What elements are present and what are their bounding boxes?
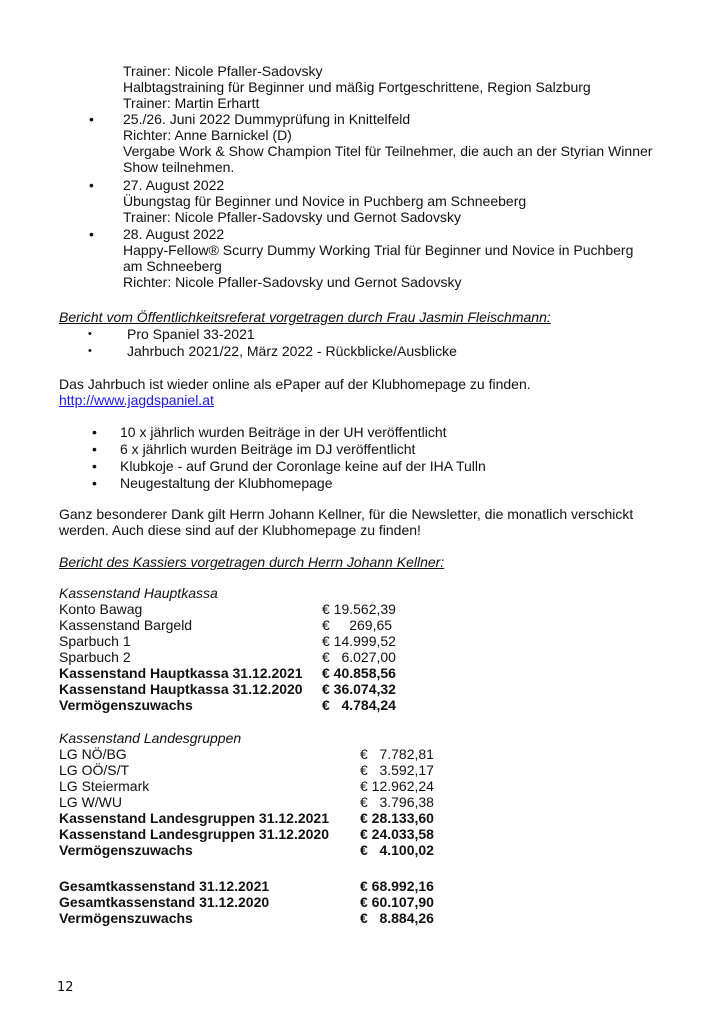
bullet-icon: •: [88, 328, 92, 340]
ledger-amount: € 60.107,90: [360, 894, 434, 910]
bullet-icon: •: [92, 441, 97, 457]
ledger-label: Kassenstand Hauptkassa 31.12.2020: [59, 681, 303, 697]
page-number: 12: [57, 980, 74, 995]
ledger-amount: € 12.962,24: [360, 778, 434, 794]
event-line: Trainer: Nicole Pfaller-Sadovsky: [123, 63, 323, 79]
ledger-label: Vermögenszuwachs: [59, 697, 193, 713]
bullet-icon: •: [88, 345, 92, 357]
ledger-label: Kassenstand Hauptkassa 31.12.2021: [59, 665, 303, 681]
event-line: 27. August 2022: [123, 177, 225, 193]
yearbook-paragraph: Das Jahrbuch ist wieder online als ePaper auf der Klubhomepage zu finden.: [59, 376, 531, 392]
treasurer-heading: Bericht des Kassiers vorgetragen durch Herrn Johann Kellner:: [59, 554, 445, 570]
ledger-amount: € 4.100,02: [360, 842, 434, 858]
pr-bullet: Neugestaltung der Klubhomepage: [120, 475, 333, 491]
bullet-icon: •: [92, 424, 97, 440]
bullet-icon: •: [92, 475, 97, 491]
thanks-paragraph: werden. Auch diese sind auf der Klubhomepage zu finden!: [59, 522, 421, 538]
ledger-label: Sparbuch 2: [59, 649, 131, 665]
main-cash-title: Kassenstand Hauptkassa: [59, 585, 218, 601]
ledger-amount: € 28.133,60: [360, 810, 434, 826]
ledger-amount: € 7.782,81: [360, 746, 434, 762]
pr-bullet: Klubkoje - auf Grund der Coronlage keine auf der IHA Tulln: [120, 458, 486, 474]
bullet-icon: •: [89, 177, 94, 193]
ledger-label: LG OÖ/S/T: [59, 762, 130, 778]
pr-item: Pro Spaniel 33-2021: [127, 326, 255, 342]
ledger-amount: € 40.858,56: [322, 665, 396, 681]
bullet-icon: •: [89, 111, 94, 127]
event-line: Trainer: Martin Erhartt: [123, 95, 260, 111]
ledger-label: LG W/WU: [59, 794, 122, 810]
event-line: 25./26. Juni 2022 Dummyprüfung in Knittelfeld: [123, 111, 411, 127]
ledger-label: LG NÖ/BG: [59, 746, 127, 762]
pr-bullet: 10 x jährlich wurden Beiträge in der UH veröffentlicht: [120, 424, 447, 440]
event-line: 28. August 2022: [123, 226, 225, 242]
ledger-label: Kassenstand Landesgruppen 31.12.2020: [59, 826, 329, 842]
ledger-amount: € 68.992,16: [360, 878, 434, 894]
ledger-label: LG Steiermark: [59, 778, 150, 794]
bullet-icon: •: [89, 226, 94, 242]
ledger-amount: € 3.796,38: [360, 794, 434, 810]
ledger-label: Kassenstand Bargeld: [59, 617, 193, 633]
ledger-label: Vermögenszuwachs: [59, 910, 193, 926]
event-line: Richter: Anne Barnickel (D): [123, 127, 292, 143]
ledger-label: Vermögenszuwachs: [59, 842, 193, 858]
event-line: Vergabe Work & Show Champion Titel für Teilnehmer, die auch an der Styrian Winner: [123, 143, 653, 159]
event-line: Halbtagstraining für Beginner und mäßig Fortgeschrittene, Region Salzburg: [123, 79, 591, 95]
event-line: Happy-Fellow® Scurry Dummy Working Trial für Beginner und Novice in Puchberg: [123, 242, 634, 258]
ledger-label: Kassenstand Landesgruppen 31.12.2021: [59, 810, 329, 826]
ledger-amount: € 14.999,52: [322, 633, 396, 649]
pr-report-heading: Bericht vom Öffentlichkeitsreferat vorgetragen durch Frau Jasmin Fleischmann:: [59, 309, 551, 325]
thanks-paragraph: Ganz besonderer Dank gilt Herrn Johann Kellner, für die Newsletter, die monatlich verschickt: [59, 506, 634, 522]
event-line: Trainer: Nicole Pfaller-Sadovsky und Gernot Sadovsky: [123, 209, 461, 225]
event-line: am Schneeberg: [123, 258, 222, 274]
event-line: Übungstag für Beginner und Novice in Puchberg am Schneeberg: [123, 193, 527, 209]
regional-cash-title: Kassenstand Landesgruppen: [59, 730, 242, 746]
ledger-label: Gesamtkassenstand 31.12.2020: [59, 894, 270, 910]
ledger-amount: € 8.884,26: [360, 910, 434, 926]
bullet-icon: •: [92, 458, 97, 474]
event-line: Show teilnehmen.: [123, 159, 235, 175]
ledger-amount: € 269,65: [322, 617, 393, 633]
ledger-amount: € 19.562,39: [322, 601, 396, 617]
website-link[interactable]: http://www.jagdspaniel.at: [59, 392, 214, 408]
ledger-amount: € 6.027,00: [322, 649, 396, 665]
pr-bullet: 6 x jährlich wurden Beiträge im DJ veröffentlicht: [120, 441, 416, 457]
ledger-label: Sparbuch 1: [59, 633, 131, 649]
ledger-amount: € 4.784,24: [322, 697, 396, 713]
ledger-amount: € 36.074,32: [322, 681, 396, 697]
ledger-amount: € 24.033,58: [360, 826, 434, 842]
ledger-label: Konto Bawag: [59, 601, 143, 617]
ledger-label: Gesamtkassenstand 31.12.2021: [59, 878, 270, 894]
pr-item: Jahrbuch 2021/22, März 2022 - Rückblicke/Ausblicke: [127, 343, 457, 359]
ledger-amount: € 3.592,17: [360, 762, 434, 778]
event-line: Richter: Nicole Pfaller-Sadovsky und Gernot Sadovsky: [123, 274, 462, 290]
